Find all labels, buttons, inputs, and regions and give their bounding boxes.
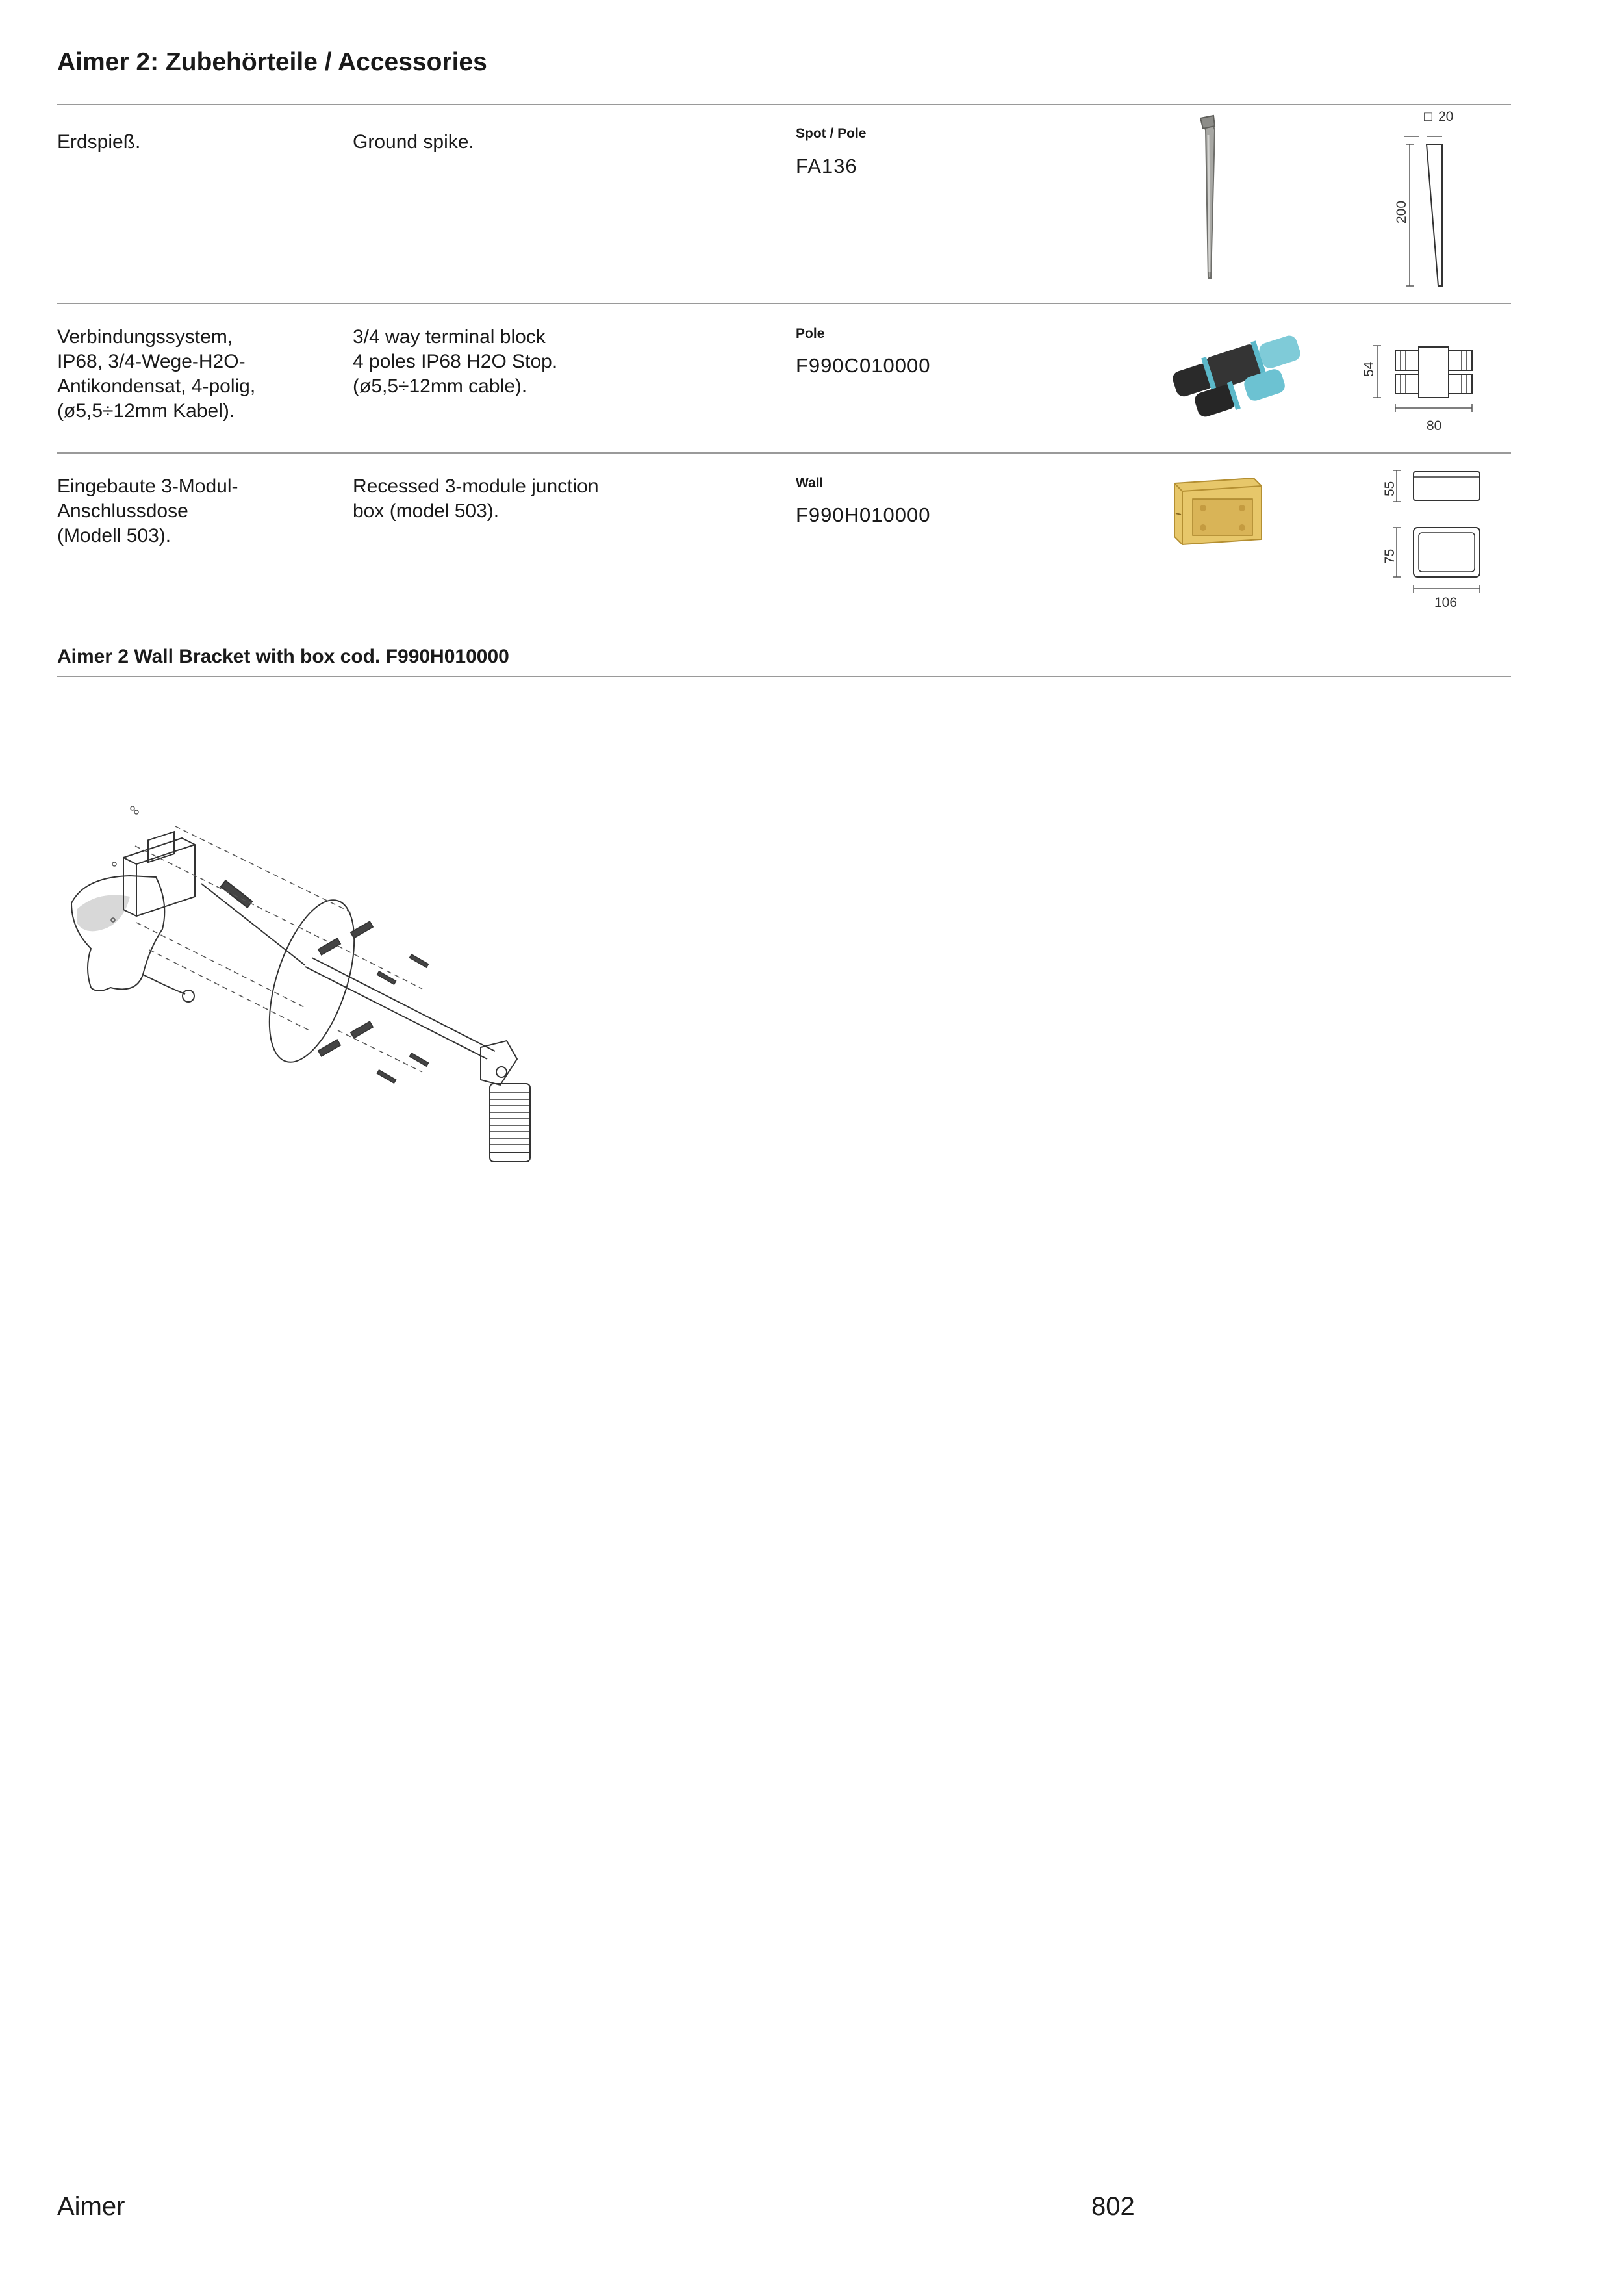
row-divider (57, 303, 1511, 304)
page-number: 802 (1091, 2192, 1135, 2221)
description-de: Erdspieß. (57, 131, 141, 153)
page-title: Aimer 2: Zubehörteile / Accessories (57, 48, 487, 76)
title-divider (57, 104, 1511, 105)
description-en: 3/4 way terminal block 4 poles IP68 H2O Stop. (ø5,5÷12mm cable). (353, 326, 558, 397)
footer-brand: Aimer (57, 2192, 125, 2221)
terminal-block-drawing (1371, 338, 1507, 416)
junction-box-drawing (1384, 465, 1494, 608)
description-en: Recessed 3-module junction box (model 503). (353, 476, 599, 522)
dim-width: 106 (1434, 595, 1458, 610)
category-label: Pole (796, 326, 825, 341)
dim-height: 75 (1382, 548, 1397, 564)
product-code: FA136 (796, 155, 857, 177)
wall-bracket-exploded-drawing (58, 799, 578, 1189)
description-de: Verbindungssystem, IP68, 3/4-Wege-H2O- Antikondensat, 4-polig, (ø5,5÷12mm Kabel). (57, 326, 256, 422)
ground-spike-drawing (1403, 130, 1449, 292)
row-divider (57, 452, 1511, 454)
dim-height: 54 (1362, 361, 1377, 377)
dim-width: 80 (1427, 418, 1442, 433)
category-label: Spot / Pole (796, 126, 867, 141)
section-title: Aimer 2 Wall Bracket with box cod. F990H010000 (57, 646, 509, 667)
square-symbol-icon: □ (1424, 109, 1432, 124)
dim-height: 200 (1394, 200, 1409, 224)
junction-box-image (1169, 474, 1267, 547)
description-de: Eingebaute 3-Modul- Anschlussdose (Modell 503). (57, 476, 238, 546)
terminal-block-image (1169, 333, 1312, 417)
ground-spike-image (1189, 116, 1228, 285)
dim-depth: 55 (1382, 481, 1397, 496)
dim-square: 20 (1438, 109, 1454, 124)
product-code: F990H010000 (796, 504, 931, 526)
description-en: Ground spike. (353, 131, 474, 153)
category-label: Wall (796, 476, 824, 491)
product-code: F990C010000 (796, 354, 931, 377)
section-divider (57, 676, 1511, 677)
